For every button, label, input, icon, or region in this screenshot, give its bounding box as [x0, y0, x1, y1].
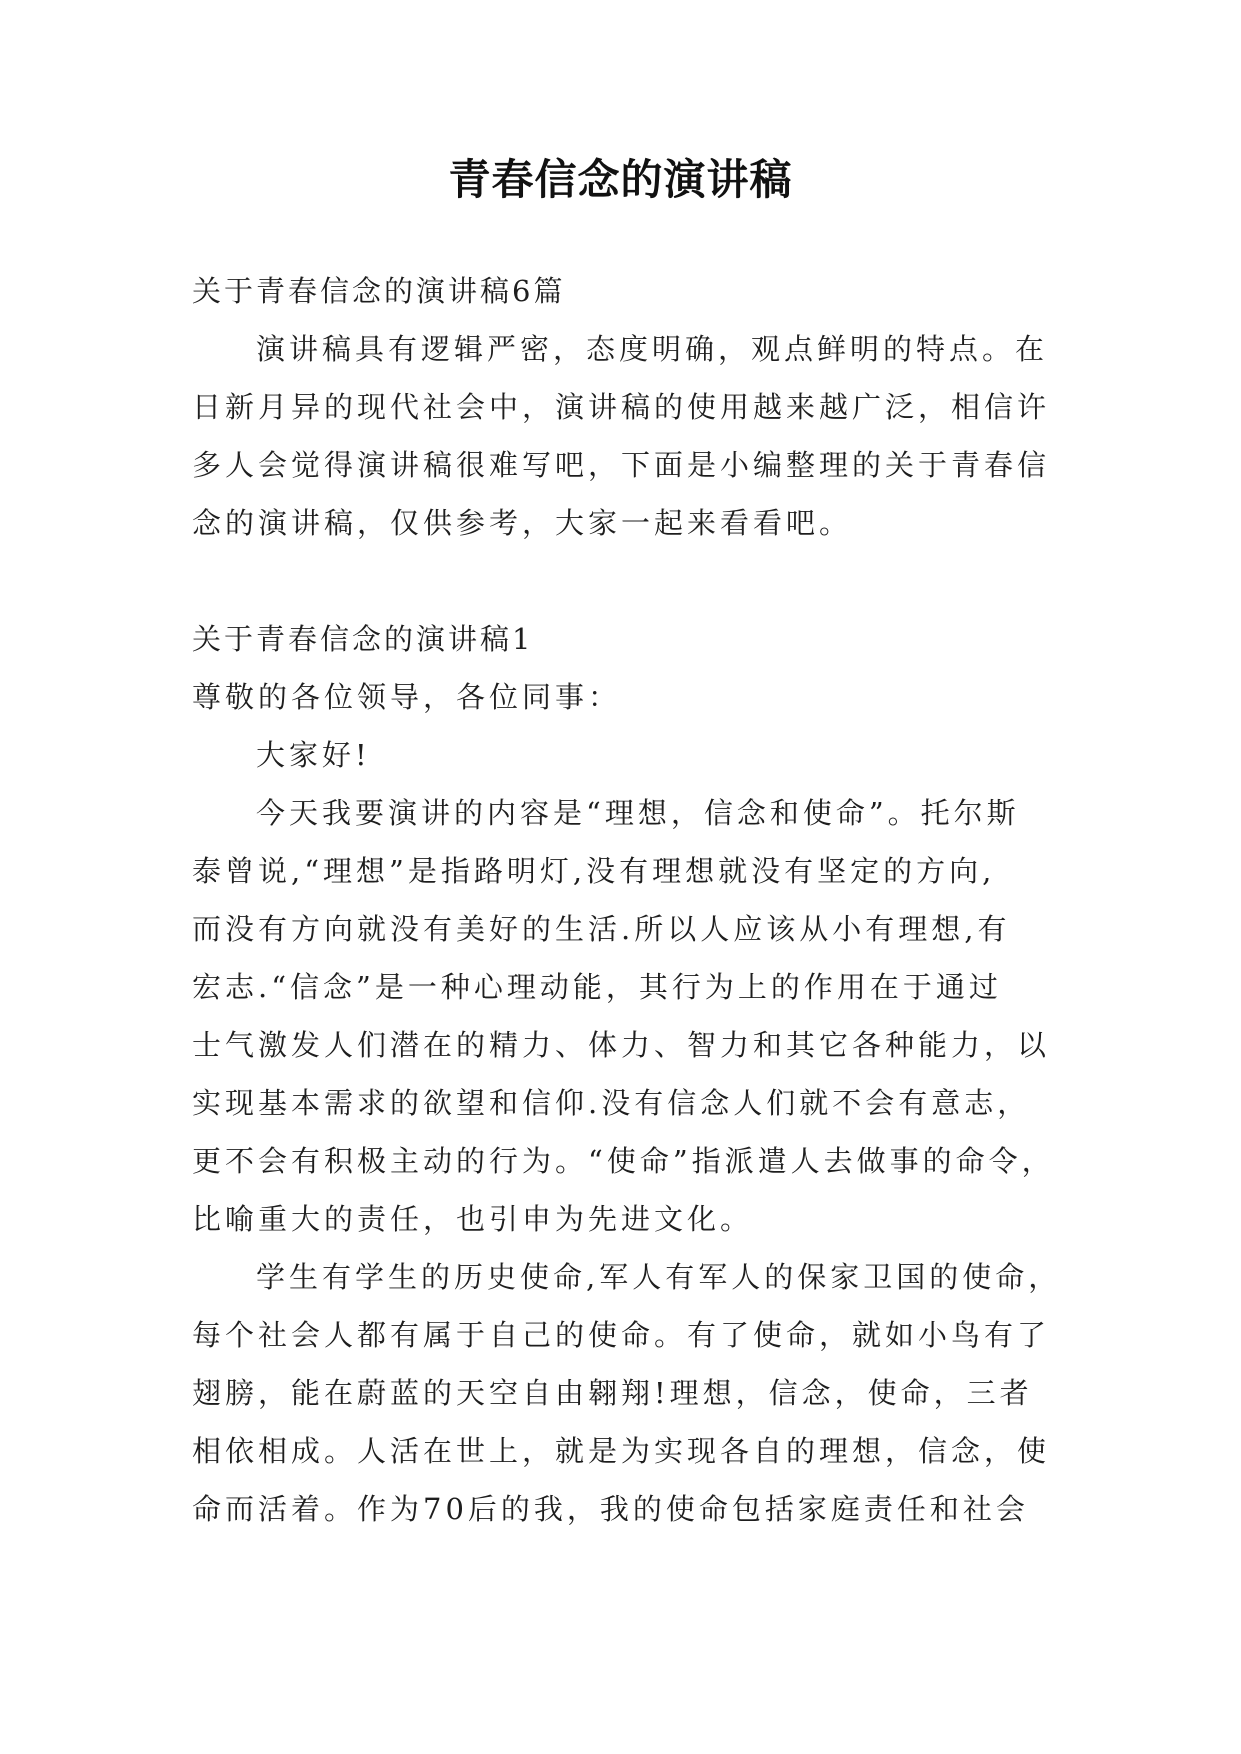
paragraph-line: 每个社会人都有属于自己的使命。有了使命，就如小鸟有了 — [192, 1318, 1051, 1352]
subtitle: 关于青春信念的演讲稿6篇 — [192, 274, 566, 308]
intro-paragraph — [192, 320, 1058, 552]
paragraph-line: 演讲稿具有逻辑严密，态度明确，观点鲜明的特点。在 — [256, 332, 1049, 366]
page-title: 青春信念的演讲稿 — [448, 155, 793, 204]
paragraph-line: 相依相成。人活在世上，就是为实现各自的理想，信念，使 — [192, 1434, 1051, 1468]
paragraph-line: 士气激发人们潜在的精力、体力、智力和其它各种能力，以 — [192, 1028, 1051, 1062]
section-heading: 关于青春信念的演讲稿1 — [192, 622, 534, 656]
paragraph-line: 翅膀，能在蔚蓝的天空自由翱翔!理想，信念，使命，三者 — [192, 1376, 1033, 1410]
paragraph-line: 命而活着。作为70后的我，我的使命包括家庭责任和社会 — [192, 1492, 1029, 1526]
paragraph-line: 学生有学生的历史使命,军人有军人的保家卫国的使命， — [256, 1260, 1062, 1294]
spacer — [192, 552, 1058, 610]
paragraph-line: 而没有方向就没有美好的生活.所以人应该从小有理想,有 — [192, 912, 1011, 946]
paragraph-line: 宏志.“信念”是一种心理动能，其行为上的作用在于通过 — [192, 970, 1002, 1004]
salutation: 尊敬的各位领导，各位同事： — [192, 680, 622, 714]
document-body — [192, 262, 1062, 1538]
paragraph-line: 今天我要演讲的内容是“理想，信念和使命”。托尔斯 — [256, 796, 1020, 830]
speech-paragraph-1 — [192, 784, 1058, 1248]
paragraph-line: 更不会有积极主动的行为。“使命”指派遣人去做事的命令， — [192, 1144, 1055, 1178]
paragraph-line: 多人会觉得演讲稿很难写吧，下面是小编整理的关于青春信 — [192, 448, 1051, 482]
paragraph-line: 日新月异的现代社会中，演讲稿的使用越来越广泛，相信许 — [192, 390, 1051, 424]
paragraph-line: 比喻重大的责任，也引申为先进文化。 — [192, 1202, 754, 1236]
paragraph-line: 泰曾说,“理想”是指路明灯,没有理想就没有坚定的方向, — [192, 854, 996, 888]
paragraph-line: 实现基本需求的欲望和信仰.没有信念人们就不会有意志， — [192, 1086, 1031, 1120]
paragraph-line: 念的演讲稿，仅供参考，大家一起来看看吧。 — [192, 506, 853, 540]
speech-paragraph-2 — [192, 1248, 1062, 1538]
greeting: 大家好! — [256, 738, 371, 772]
